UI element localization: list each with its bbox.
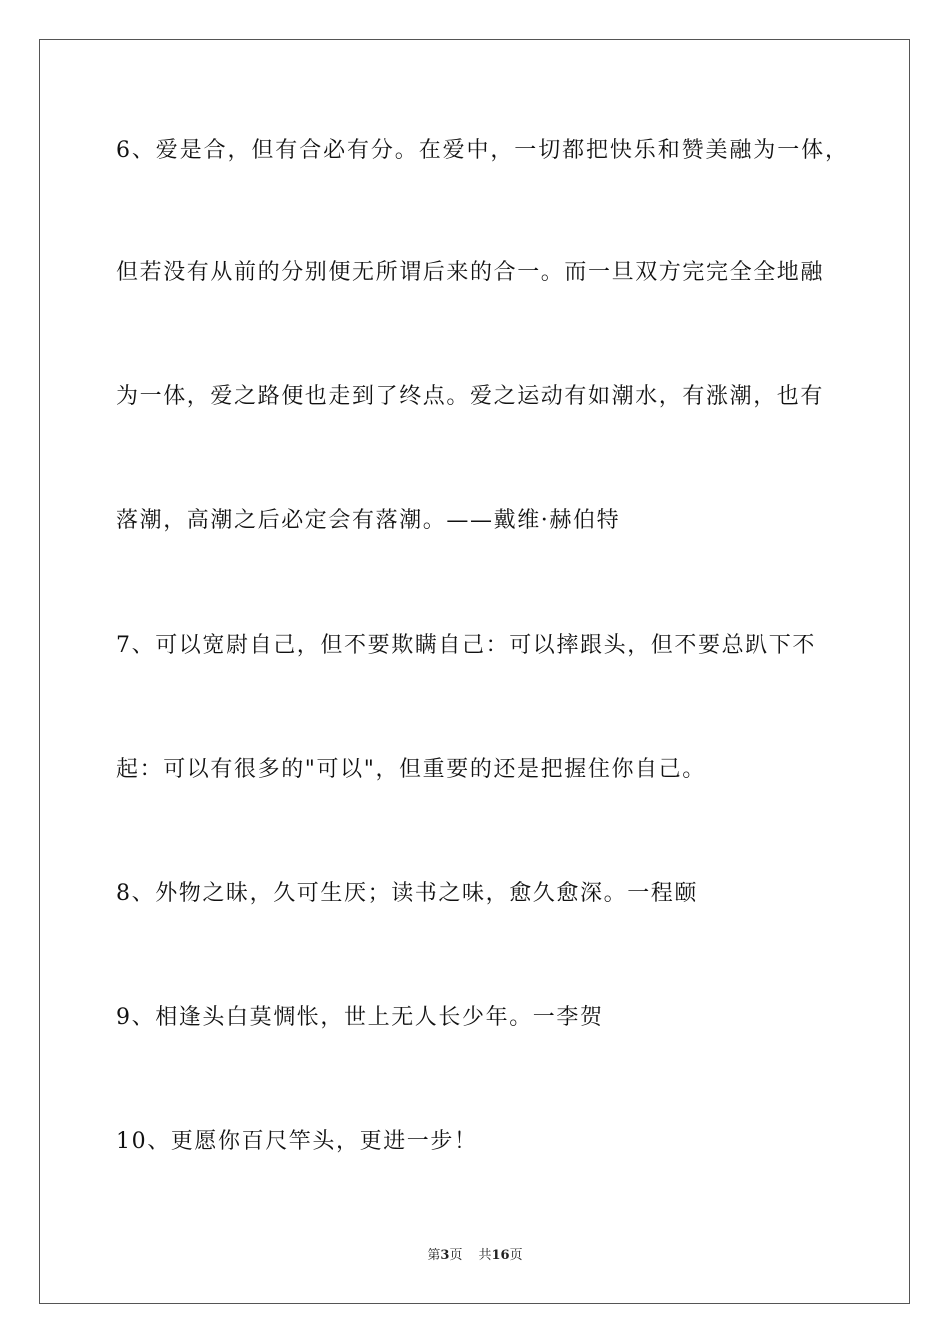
total-prefix: 共 — [478, 1248, 492, 1263]
text-line: 但若没有从前的分别便无所谓后来的合一。而一旦双方完完全全地融 — [116, 260, 825, 285]
text-line: 6、爱是合，但有合必有分。在爱中，一切都把快乐和赞美融为一体， — [116, 138, 849, 163]
page-frame — [39, 39, 910, 1304]
page-prefix: 第 — [427, 1248, 441, 1263]
text-line: 起：可以有很多的"可以"，但重要的还是把握住你自己。 — [116, 757, 706, 782]
text-line: 落潮，高潮之后必定会有落潮。——戴维·赫伯特 — [116, 508, 621, 533]
text-line: 8、外物之昧，久可生厌；读书之味，愈久愈深。一程颐 — [116, 881, 698, 906]
total-suffix: 页 — [509, 1248, 523, 1263]
page-footer — [0, 1247, 950, 1265]
text-line: 9、相逢头白莫惆怅，世上无人长少年。一李贺 — [116, 1005, 604, 1030]
page-suffix: 页 — [449, 1248, 463, 1263]
text-line: 为一体，爱之路便也走到了终点。爱之运动有如潮水，有涨潮，也有 — [116, 384, 825, 409]
total-pages: 16 — [491, 1248, 510, 1263]
text-line: 10、更愿你百尺竿头，更进一步！ — [116, 1129, 478, 1154]
page-number: 3 — [440, 1248, 450, 1263]
text-line: 7、可以宽尉自己，但不要欺瞒自己：可以摔跟头，但不要总趴下不 — [116, 633, 816, 658]
